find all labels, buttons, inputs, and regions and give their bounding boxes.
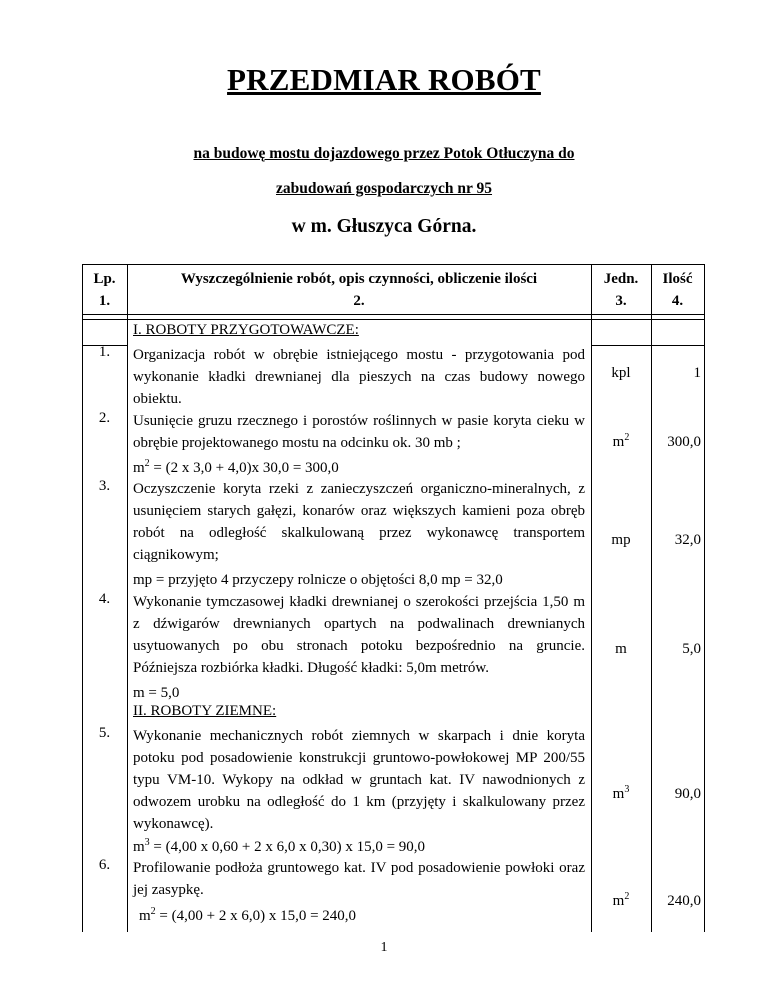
row-calculation [127,457,591,479]
section-divider-right [591,345,704,346]
row-calculation: m = 5,0 [133,685,180,701]
header-description-label: Wyszczególnienie robót, opis czynności, obliczenie ilości [180,271,538,287]
row-description: Usunięcie gruzu rzecznego i porostów roślinnych w pasie koryta cieku w obrębie projektowanego mostu na odcinku ok. 30 mb ; [133,413,585,451]
calc-unit: m [133,460,145,476]
header-quantity [651,268,704,312]
table-border-right [704,264,705,932]
row-unit [591,434,651,451]
header-lp-number: 1. [98,293,111,309]
calc-unit-exponent: 2 [144,458,150,469]
unit-exponent: 2 [624,432,630,443]
row-quantity: 32,0 [674,532,701,548]
row-number: 6. [98,857,111,873]
bill-of-quantities-table [82,264,704,932]
unit-symbol: m [612,434,625,450]
calc-unit: m [139,908,151,924]
row-description: Organizacja robót w obrębie istniejącego mostu - przygotowania pod wykonanie kładki drewnianej dla pieszych na czas budowy nowego obiektu. [133,347,585,407]
row-number: 2. [98,410,111,426]
header-lp-label: Lp. [93,271,116,287]
row-unit [591,893,651,910]
row-quantity: 300,0 [667,434,701,450]
unit-exponent: 3 [624,784,630,795]
row-quantity: 240,0 [667,893,701,909]
section-title: II. ROBOTY ZIEMNE: [133,703,277,719]
row-unit: kpl [611,365,631,381]
calc-formula: = (4,00 x 0,60 + 2 x 6,0 x 0,30) x 15,0 = 90,0 [149,839,426,855]
row-number: 5. [98,725,111,741]
row-quantity: 90,0 [674,786,701,802]
table-border-top [82,264,704,265]
row-calculation [127,905,591,927]
unit-symbol: m [612,893,625,909]
unit-symbol: m [612,786,625,802]
header-quantity-number: 4. [671,293,684,309]
location-heading: w m. Głuszyca Górna. [291,216,477,237]
header-description-number: 2. [353,293,365,309]
row-quantity: 1 [693,365,701,381]
row-calculation [127,836,591,858]
row-number: 1. [98,344,111,360]
row-calculation: mp = przyjęto 4 przyczepy rolnicze o objętości 8,0 mp = 32,0 [133,572,503,588]
row-number: 3. [98,478,111,494]
section-title: I. ROBOTY PRZYGOTOWAWCZE: [133,322,359,338]
subtitle-line-2: zabudowań gospodarczych nr 95 [275,180,493,197]
row-unit: mp [611,532,631,548]
header-quantity-label: Ilość [662,271,693,287]
calc-formula: = (2 x 3,0 + 4,0)x 30,0 = 300,0 [149,460,339,476]
row-unit [591,786,651,803]
header-divider-2 [82,319,704,320]
calc-unit-exponent: 2 [150,906,156,917]
header-divider-1 [82,314,704,315]
calc-unit-exponent: 3 [144,837,150,848]
row-quantity: 5,0 [682,641,701,657]
header-unit-number: 3. [615,293,627,309]
page-title: PRZEDMIAR ROBÓT [227,62,541,97]
row-description: Profilowanie podłoża gruntowego kat. IV pod posadowienie powłoki oraz jej zasypkę. [133,860,585,898]
row-description: Wykonanie mechanicznych robót ziemnych w skarpach i dnie koryta potoku pod posadowienie konstrukcji gruntowo-powłokowej MP 200/55 typu VM-10. Wykopy na odkład w gruntach kat. IV nawodnionych z odwozem urobku na odległość do 1 km (przyjęty i skalkulowany przez wykonawcę). [133,728,585,832]
page-number: 1 [380,940,388,955]
row-description: Wykonanie tymczasowej kładki drewnianej o szerokości przejścia 1,50 m z dźwigarów drewnianych opartych na podwalinach drewnianych usytuowanych po obu stronach potoku bezpośrednio na gruncie. Późniejsza rozbiórka kładki. Długość kładki: 5,0m metrów. [133,594,585,676]
row-number: 4. [98,591,111,607]
header-description [127,268,591,312]
header-unit-label: Jedn. [603,271,639,287]
row-description: Oczyszczenie koryta rzeki z zanieczyszczeń organiczno-mineralnych, z usunięciem starych gałęzi, konarów oraz większych kamieni poza obręb robót na odległość skalkulowaną przez wykonawcę transportem ciągnikowym; [133,481,585,563]
subtitle-line-1: na budowę mostu dojazdowego przez Potok Otłuczyna do [193,145,575,162]
header-lp [82,268,127,312]
calc-formula: = (4,00 + 2 x 6,0) x 15,0 = 240,0 [155,908,357,924]
row-unit: m [615,641,627,657]
header-unit [591,268,651,312]
calc-unit: m [133,839,145,855]
unit-exponent: 2 [624,891,630,902]
